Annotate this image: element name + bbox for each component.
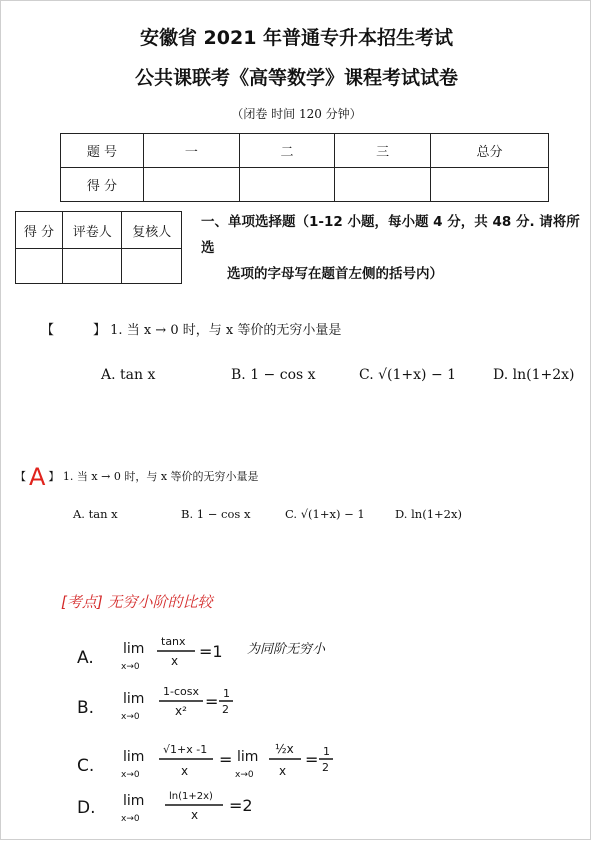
section-instruction-line1: 一、单项选择题（1-12 小题，每小题 4 分，共 48 分. 请将所选 (201, 214, 580, 256)
answer-bracket-close: 】 (48, 470, 60, 483)
score-header-cell: 一 (144, 134, 240, 168)
exam-subtitle: 公共课联考《高等数学》课程考试试卷 (134, 67, 458, 89)
score-header-cell: 总分 (431, 134, 549, 168)
score-header-cell: 题 号 (61, 134, 144, 168)
selected-answer: A (29, 463, 46, 491)
handwritten-note: 为同阶无穷小 (247, 642, 326, 657)
score-header-cell: 二 (239, 134, 335, 168)
option-b: B. 1 − cos x (181, 507, 251, 521)
limit-result: =2 (229, 796, 253, 815)
limit-result: = (305, 750, 319, 769)
fraction-numerator: ½x (275, 742, 294, 756)
lim-sign: lim (237, 749, 259, 765)
lim-sign: lim (123, 641, 145, 657)
lim-subscript: x→0 (235, 770, 254, 780)
half-denominator: 2 (322, 761, 329, 774)
lim-subscript: x→0 (121, 662, 140, 672)
option-c: C. √(1+x) − 1 (285, 507, 365, 521)
lim-sign: lim (123, 793, 145, 809)
option-a: A. tan x (73, 507, 118, 521)
fraction-numerator: tanx (161, 635, 186, 648)
option-d: D. ln(1+2x) (493, 367, 575, 383)
half-denominator: 2 (222, 703, 229, 716)
answer-bracket-open: 【 (15, 470, 26, 483)
option-d: D. ln(1+2x) (395, 507, 462, 521)
handwritten-label-c: C. (77, 756, 95, 776)
fraction-denominator: x (191, 808, 199, 822)
option-b: B. 1 − cos x (231, 367, 316, 383)
grader-header-cell: 复核人 (122, 212, 182, 249)
handwritten-topic: [考点] 无穷小阶的比较 (61, 593, 213, 611)
equals-sign: = (219, 750, 233, 769)
grader-header-cell: 得 分 (16, 212, 63, 249)
half-numerator: 1 (223, 687, 230, 700)
half-numerator: 1 (323, 745, 330, 758)
lim-sign: lim (123, 691, 145, 707)
fraction-numerator: √1+x -1 (163, 743, 208, 756)
fraction-numerator: ln(1+2x) (169, 791, 213, 802)
grader-header-cell: 评卷人 (62, 212, 122, 249)
limit-result: =1 (199, 642, 223, 661)
handwritten-label-b: B. (77, 698, 95, 718)
limit-result: = (205, 692, 219, 711)
question-text: 1. 当 x → 0 时，与 x 等价的无穷小量是 (110, 323, 342, 338)
handwritten-label-d: D. (77, 798, 96, 818)
fraction-denominator: x (171, 654, 179, 668)
section-instruction-line2: 选项的字母写在题首左侧的括号内） (227, 266, 443, 282)
lim-subscript: x→0 (121, 712, 140, 722)
option-a: A. tan x (101, 367, 156, 383)
handwritten-label-a: A. (77, 648, 94, 668)
fraction-denominator: x (279, 764, 287, 778)
score-header-cell: 三 (335, 134, 431, 168)
lim-subscript: x→0 (121, 814, 140, 824)
fraction-numerator: 1-cosx (163, 685, 199, 698)
lim-sign: lim (123, 749, 145, 765)
question-text: 1. 当 x → 0 时，与 x 等价的无穷小量是 (62, 470, 259, 483)
lim-subscript: x→0 (121, 770, 140, 780)
fraction-denominator: x² (175, 704, 187, 718)
handwritten-solution (1, 1, 591, 841)
option-c: C. √(1+x) − 1 (359, 367, 457, 383)
answer-bracket-open: 【 (41, 323, 55, 338)
score-row-label: 得 分 (61, 168, 144, 202)
exam-title: 安徽省 2021 年普通专升本招生考试 (139, 27, 454, 49)
fraction-denominator: x (181, 764, 189, 778)
answer-bracket-close: 】 (93, 323, 107, 338)
exam-info: （闭卷 时间 120 分钟） (231, 107, 362, 121)
